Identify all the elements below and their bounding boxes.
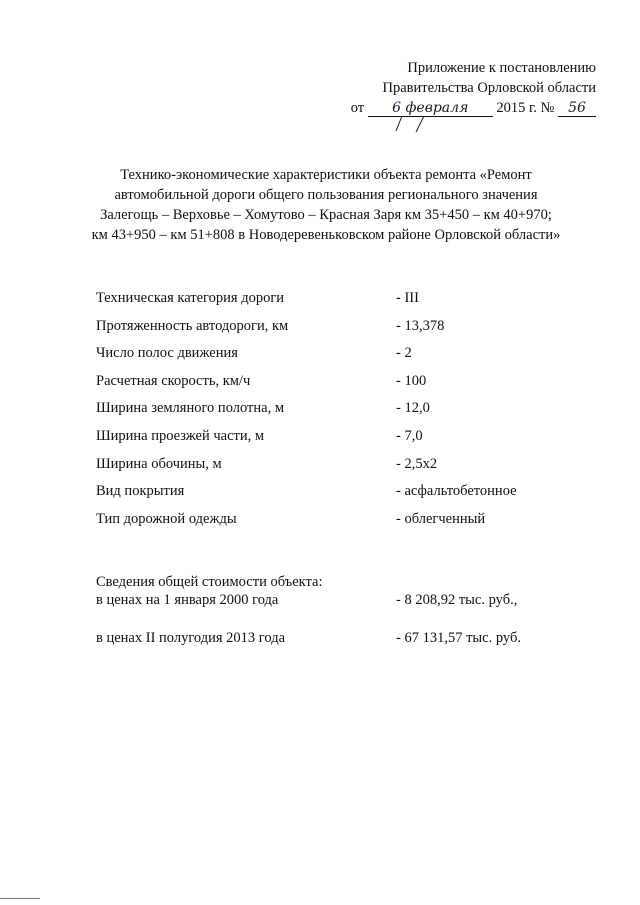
cost-section	[96, 572, 566, 650]
appendix-line-2: Правительства Орловской области	[382, 80, 596, 96]
characteristic-value: - 100	[396, 372, 427, 389]
characteristic-label: Вид покрытия	[96, 483, 185, 500]
characteristic-value: - 2	[396, 345, 412, 362]
cost-label: в ценах II полугодия 2013 года	[96, 630, 286, 646]
characteristic-row	[96, 511, 566, 539]
appendix-line-1: Приложение к постановлению	[407, 60, 596, 76]
handwritten-resolution-number: 56	[558, 100, 596, 117]
cost-value: - 67 131,57 тыс. руб.	[396, 630, 521, 646]
characteristic-row	[96, 345, 566, 373]
title-line-2: автомобильной дороги общего пользования регионального значения	[114, 187, 538, 203]
resolution-date-row	[351, 98, 596, 118]
scan-corner-mark	[0, 898, 40, 899]
characteristic-row	[96, 373, 566, 401]
characteristic-row	[96, 456, 566, 484]
title-line-3: Залегощь – Верховье – Хомутово – Красная Заря км 35+450 – км 40+970;	[100, 207, 552, 223]
cost-value: - 8 208,92 тыс. руб.,	[396, 592, 518, 608]
characteristic-row	[96, 483, 566, 511]
characteristic-row	[96, 290, 566, 318]
characteristic-label: Ширина обочины, м	[96, 455, 222, 472]
date-prefix: от	[350, 100, 365, 116]
characteristic-value: - облегченный	[396, 510, 486, 527]
characteristic-row	[96, 428, 566, 456]
characteristic-value: - 12,0	[396, 400, 430, 417]
cost-row	[96, 592, 566, 612]
characteristic-row	[96, 318, 566, 346]
characteristic-value: - 13,378	[396, 317, 445, 334]
characteristic-label: Число полос движения	[96, 345, 238, 362]
characteristic-value: - асфальтобетонное	[396, 483, 517, 500]
document-title	[60, 165, 592, 245]
characteristic-row	[96, 400, 566, 428]
characteristic-value: - 7,0	[396, 427, 423, 444]
characteristic-value: - III	[396, 290, 419, 306]
characteristic-label: Расчетная скорость, км/ч	[96, 372, 251, 389]
characteristic-value: - 2,5х2	[396, 455, 438, 472]
characteristic-label: Техническая категория дороги	[96, 290, 285, 306]
characteristic-label: Протяженность автодороги, км	[96, 317, 289, 334]
year-and-number-label: 2015 г. №	[496, 100, 555, 116]
handwritten-date: 6 февраля	[368, 100, 493, 117]
cost-row	[96, 630, 566, 650]
title-line-1: Технико-экономические характеристики объекта ремонта «Ремонт	[120, 167, 532, 183]
handwritten-strokes-icon	[394, 114, 434, 134]
cost-label: в ценах на 1 января 2000 года	[96, 592, 279, 608]
characteristic-label: Тип дорожной одежды	[96, 510, 237, 527]
appendix-header	[351, 58, 596, 118]
characteristic-label: Ширина земляного полотна, м	[96, 400, 285, 417]
characteristic-label: Ширина проезжей части, м	[96, 427, 265, 444]
title-line-4: км 43+950 – км 51+808 в Новодеревеньковском районе Орловской области»	[91, 227, 561, 243]
characteristics-list	[96, 290, 566, 538]
cost-heading: Сведения общей стоимости объекта:	[96, 574, 323, 590]
